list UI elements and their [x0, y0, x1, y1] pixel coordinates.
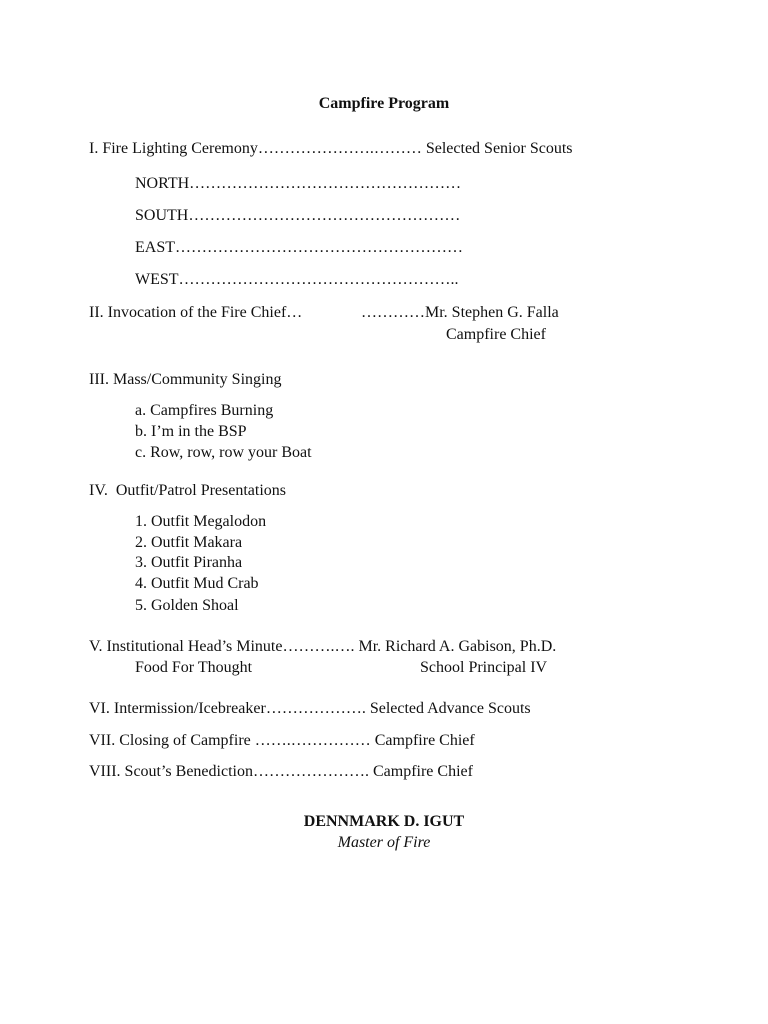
signature-name: DENNMARK D. IGUT: [303, 813, 465, 830]
song-item: b. I’m in the BSP: [135, 423, 247, 440]
item-singing: III. Mass/Community Singing: [89, 371, 282, 388]
page-title: Campfire Program: [318, 95, 450, 112]
direction-south: SOUTH……………………………………………: [135, 207, 461, 224]
invocation-role: Campfire Chief: [446, 326, 546, 343]
item-institutional: V. Institutional Head’s Minute……….…. Mr. Richard A. Gabison, Ph.D.: [89, 638, 557, 655]
song-item: a. Campfires Burning: [135, 402, 274, 419]
outfit-item: 3. Outfit Piranha: [135, 554, 243, 571]
direction-east: EAST………………………………………………: [135, 239, 463, 256]
item-invocation: II. Invocation of the Fire Chief…: [89, 304, 303, 321]
signature-role: Master of Fire: [337, 834, 431, 851]
direction-west: WEST……………………………………………..: [135, 271, 459, 288]
institutional-subtitle: Food For Thought: [135, 659, 253, 676]
institutional-role: School Principal IV: [420, 659, 548, 676]
outfit-item: 1. Outfit Megalodon: [135, 513, 267, 530]
invocation-presenter: …………Mr. Stephen G. Falla: [361, 304, 559, 321]
direction-north: NORTH……………………………………………: [135, 175, 462, 192]
outfit-item: 2. Outfit Makara: [135, 534, 243, 551]
outfit-item: 4. Outfit Mud Crab: [135, 575, 259, 592]
item-intermission: VI. Intermission/Icebreaker………………. Selected Advance Scouts: [89, 700, 531, 717]
item-benediction: VIII. Scout’s Benediction…………………. Campfire Chief: [89, 763, 473, 780]
item-presentations: IV. Outfit/Patrol Presentations: [89, 482, 287, 499]
song-item: c. Row, row, row your Boat: [135, 444, 312, 461]
item-closing: VII. Closing of Campfire …….…………… Campfire Chief: [89, 732, 475, 749]
outfit-item: 5. Golden Shoal: [135, 597, 239, 614]
item-fire-lighting: I. Fire Lighting Ceremony………………….……… Selected Senior Scouts: [89, 140, 573, 157]
